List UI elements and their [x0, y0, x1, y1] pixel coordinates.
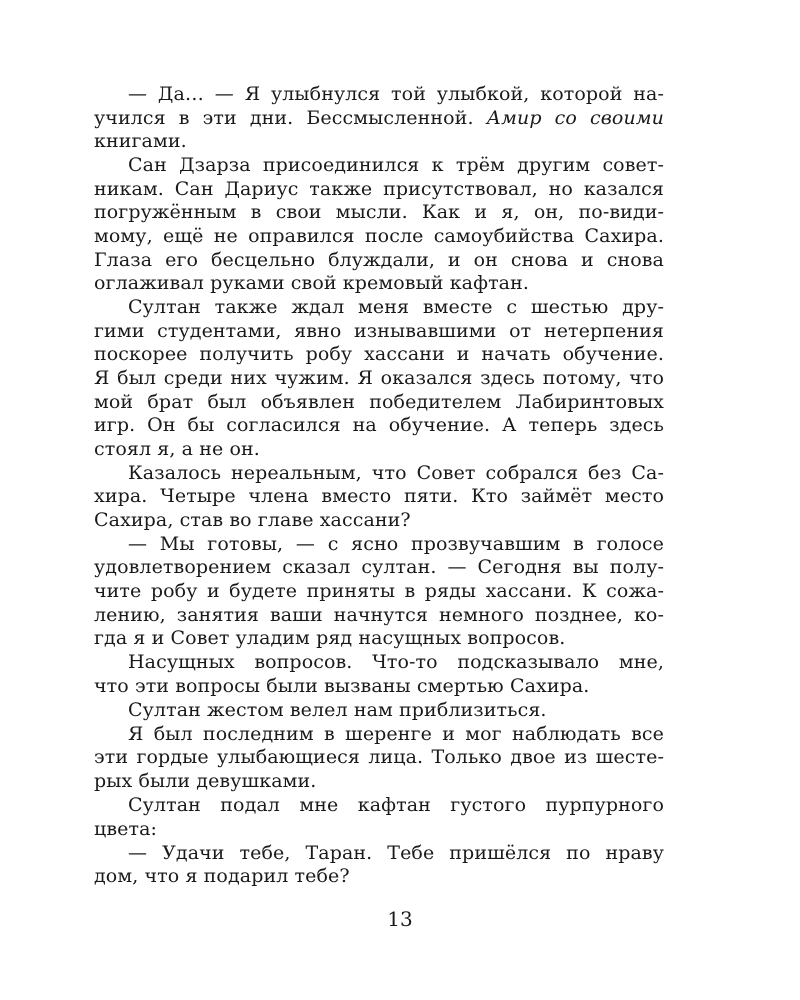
page-body [94, 83, 664, 889]
paragraph [94, 296, 664, 461]
text-line: оглаживал руками свой кремовый кафтан. [94, 272, 530, 295]
paragraph [94, 83, 664, 154]
text-line: Султан жестом велел нам приблизиться. [128, 698, 547, 721]
text-line: эти гордые улыбающиеся лица. Только двое из шесте- [94, 746, 664, 769]
text-line: мой брат был объявлен победителем Лабиринтовых [94, 390, 664, 413]
text-line: лению, занятия ваши начнутся немного позднее, ко- [94, 603, 664, 626]
paragraph [94, 699, 664, 723]
paragraph [94, 794, 664, 841]
text-line: рых были девушками. [94, 769, 317, 792]
paragraph [94, 533, 664, 651]
text-line: — Удачи тебе, Таран. Тебе пришёлся по нраву [128, 841, 664, 864]
text-line: Султан также ждал меня вместе с шестью дру- [128, 296, 664, 319]
text-line: Насущных вопросов. Что-то подсказывало мне, [128, 651, 664, 674]
text-line: Я был среди них чужим. Я оказался здесь потому, что [94, 366, 664, 389]
text-line: книгами. [94, 130, 187, 153]
page-number: 13 [387, 907, 413, 931]
paragraph [94, 651, 664, 698]
paragraph [94, 723, 664, 794]
text-line: мому, ещё не оправился после самоубийства Сахира. [94, 224, 664, 247]
text-line: Казалось нереальным, что Совет собрался без Са- [128, 461, 664, 484]
text-line: Я был последним в шеренге и мог наблюдать все [128, 722, 664, 745]
text-line: Султан подал мне кафтан густого пурпурного [128, 793, 664, 816]
text-line: учился в эти дни. Бессмысленной. Амир со своими [94, 106, 664, 129]
text-line: погружённым в свои мысли. Как и я, он, по-види- [94, 201, 664, 224]
text-line: чите робу и будете приняты в ряды хассани. К сожа- [94, 580, 664, 603]
text-line: никам. Сан Дариус также присутствовал, но казался [94, 177, 664, 200]
text-line: дом, что я подарил тебе? [94, 865, 350, 888]
text-line: поскорее получить робу хассани и начать обучение. [94, 343, 664, 366]
text-line: что эти вопросы были вызваны смертью Сахира. [94, 674, 590, 697]
text-line: хира. Четыре члена вместо пяти. Кто займёт место [94, 485, 664, 508]
text-line: удовлетворением сказал султан. — Сегодня вы полу- [94, 556, 664, 579]
text-line: Сан Дзарза присоединился к трём другим совет- [128, 154, 664, 177]
text-line: Глаза его бесцельно блуждали, и он снова и снова [94, 248, 664, 271]
text-line: — Да… — Я улыбнулся той улыбкой, которой на- [128, 83, 664, 105]
paragraph [94, 842, 664, 889]
paragraph [94, 462, 664, 533]
text-line: — Мы готовы, — с ясно прозвучавшим в голосе [128, 532, 664, 555]
paragraph [94, 154, 664, 296]
text-line: Сахира, став во главе хассани? [94, 508, 411, 531]
text-line: гда я и Совет уладим ряд насущных вопросов. [94, 627, 566, 650]
text-line: стоял я, а не он. [94, 437, 260, 460]
italic-phrase: Амир со своими [486, 106, 664, 129]
text-line: игр. Он бы согласился на обучение. А теперь здесь [94, 414, 664, 437]
text-line: цвета: [94, 817, 157, 840]
text-line: гими студентами, явно изнывавшими от нетерпения [94, 319, 664, 342]
